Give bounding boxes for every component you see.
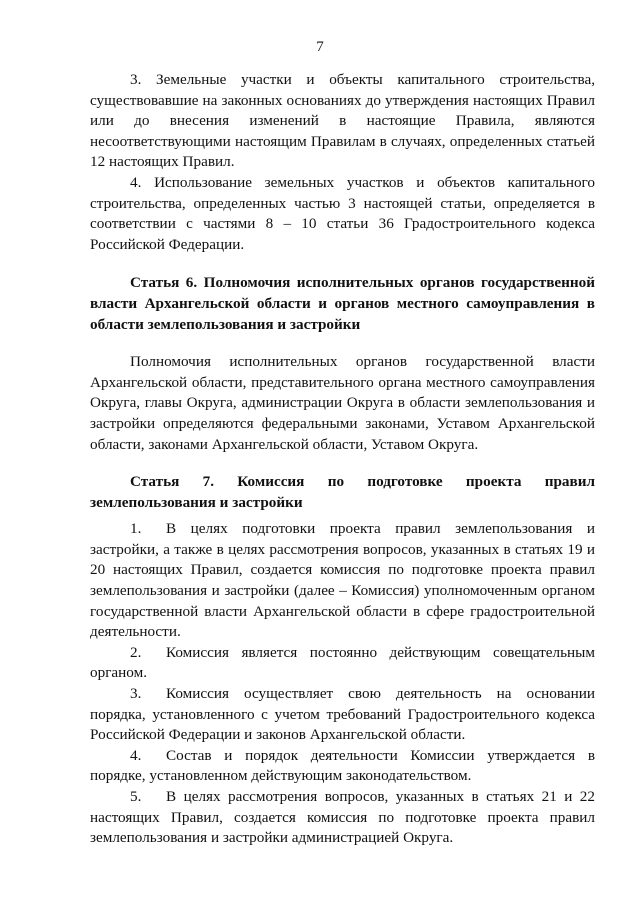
page-number: 7 — [316, 39, 324, 55]
item-text: Комиссия осуществляет свою деятельность на основании порядка, установленного с учетом требований Градостроительного кодекса Российской Федерации и законов Архангельской области. — [90, 685, 595, 744]
item-text: Состав и порядок деятельности Комиссии утверждается в порядке, установленном действующим законодательством. — [90, 746, 595, 785]
article-7-item — [90, 684, 595, 746]
item-text: Комиссия является постоянно действующим совещательным органом. — [90, 643, 595, 682]
item-number: 3. — [130, 685, 142, 703]
item-number: 4. — [130, 746, 142, 764]
article-6-heading: Статья 6. Полномочия исполнительных органов государственной власти Архангельской области и органов местного самоуправления в области землепользования и застройки — [90, 274, 595, 333]
article-7-item — [90, 746, 595, 787]
article-7-item — [90, 643, 595, 684]
paragraph-part-4: 4. Использование земельных участков и объектов капитального строительства, определенных частью 3 настоящей статьи, определяется в соответствии с частями 8 – 10 статьи 36 Градостроительного кодекса Российской Федерации. — [90, 173, 595, 253]
article-7-heading: Статья 7. Комиссия по подготовке проекта правил землепользования и застройки — [90, 473, 595, 511]
paragraph-part-3: 3. Земельные участки и объекты капитального строительства, существовавшие на законных основаниях до утверждения настоящих Правил или до внесения изменений в настоящие Правила, являются несоответствующими настоящим Правилам в случаях, определенных статьей 12 настоящих Правил. — [90, 71, 595, 171]
item-number: 1. — [130, 520, 142, 538]
item-number: 2. — [130, 643, 142, 661]
item-number: 5. — [130, 788, 142, 805]
item-text: В целях рассмотрения вопросов, указанных в статьях 21 и 22 настоящих Правил, создается комиссия по подготовке проекта правил землепользования и застройки администрацией Округа. — [90, 788, 595, 847]
article-7-item — [90, 787, 595, 849]
article-7-item — [90, 519, 595, 643]
article-7-items — [90, 519, 595, 849]
item-text: В целях подготовки проекта правил землепользования и застройки, а также в целях рассмотрения вопросов, указанных в статьях 19 и 20 настоящих Правил, создается комиссия по подготовке проекта правил землепользования и застройки (далее – Комиссия) уполномоченным органом государственной власти Архангельской области в сфере градостроительной деятельности. — [90, 520, 595, 641]
document-body — [90, 70, 595, 849]
article-6-text: Полномочия исполнительных органов государственной власти Архангельской области, представительного органа местного самоуправления Округа, главы Округа, администрации Округа в области землепользования и застройки определяются федеральными законами, Уставом Архангельской области, законами Архангельской области, Уставом Округа. — [90, 353, 595, 453]
